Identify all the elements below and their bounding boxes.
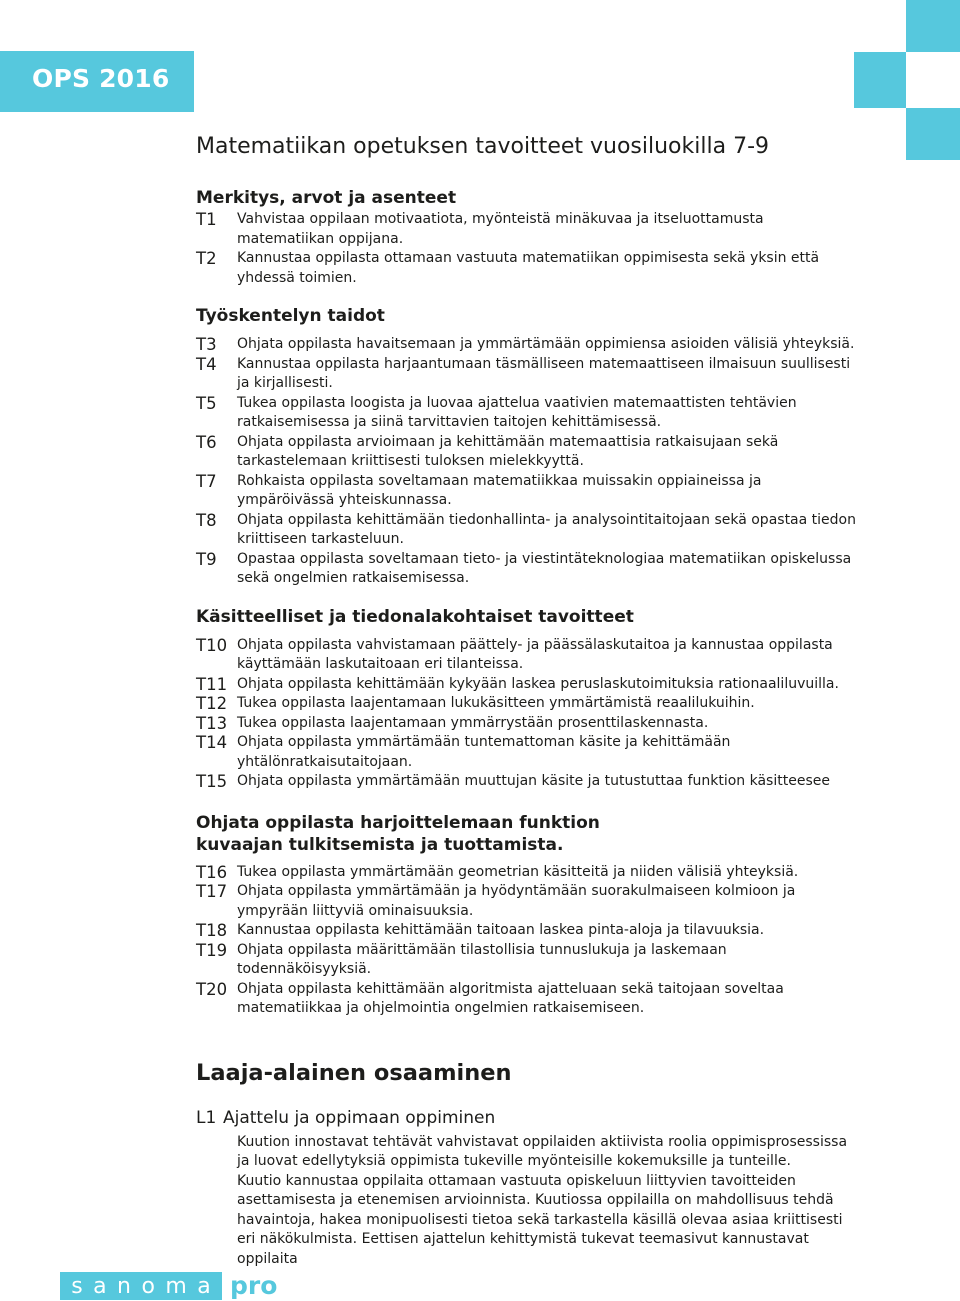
goal-text: Ohjata oppilasta kehittämään tiedonhallinta- ja analysointitaitojaan sekä opastaa tiedon kriittiseen tarkasteluun. (237, 511, 856, 547)
goal-code: T14 (196, 733, 228, 752)
section-title: Työskentelyn taidot (196, 306, 385, 326)
document-body (196, 132, 860, 1269)
goal-item (196, 882, 860, 921)
goal-text: Ohjata oppilasta havaitsemaan ja ymmärtämään oppimiensa asioiden välisiä yhteyksiä. (237, 336, 855, 352)
goal-code: T8 (196, 510, 217, 530)
goal-code: T9 (196, 549, 217, 569)
l1-heading (196, 1107, 860, 1129)
goal-item (196, 941, 860, 980)
goal-text: Rohkaista oppilasta soveltamaan matematiikkaa muissakin oppiaineissa ja ympäröivässä yhteiskunnassa. (237, 472, 762, 508)
goal-item (196, 714, 860, 734)
goal-item (196, 980, 860, 1019)
sanoma-pro-logo (60, 1272, 277, 1300)
goal-text: Kannustaa oppilasta harjaantumaan täsmälliseen matemaattiseen ilmaisuun suullisesti ja kirjallisesti. (237, 355, 851, 391)
logo-letter: o (141, 1273, 155, 1299)
goal-code: T13 (196, 713, 228, 733)
goal-code: T1 (196, 210, 217, 229)
goal-text: Tukea oppilasta laajentamaan ymmärrystään prosenttilaskennasta. (237, 714, 709, 731)
goal-item (196, 733, 860, 772)
logo-letter: a (93, 1273, 107, 1299)
goal-text: Kannustaa oppilasta kehittämään taitoaan laskea pinta-aloja ja tilavuuksia. (237, 922, 765, 938)
broad-title: Laaja-alainen osaaminen (196, 1059, 512, 1086)
section-conceptual (196, 607, 860, 792)
section-title: Ohjata oppilasta harjoittelemaan funktion kuvaajan tulkitsemista ja tuottamista. (196, 812, 600, 855)
goal-text: Tukea oppilasta ymmärtämään geometrian käsitteitä ja niiden välisiä yhteyksiä. (237, 863, 799, 880)
goal-item (196, 636, 860, 675)
goal-code: T3 (196, 335, 217, 354)
goal-code: T19 (196, 940, 228, 960)
goal-item (196, 511, 860, 550)
goal-item (196, 550, 860, 589)
logo-letter: n (117, 1273, 131, 1299)
section-title: Käsitteelliset ja tiedonalakohtaiset tavoitteet (196, 606, 634, 627)
goal-code: T20 (196, 979, 228, 999)
banner-title: OPS 2016 (32, 64, 170, 93)
goal-code: T5 (196, 393, 217, 413)
goal-item (196, 433, 860, 472)
goal-text: Ohjata oppilasta kehittämään kykyään laskea peruslaskutoimituksia rationaaliluvuilla. (237, 675, 839, 692)
logo-suffix: pro (230, 1271, 278, 1300)
goal-code: T7 (196, 471, 217, 491)
goal-item (196, 355, 860, 394)
goal-item (196, 772, 860, 792)
l1-code: L1 (196, 1107, 217, 1128)
goal-item (196, 694, 860, 714)
goal-text: Ohjata oppilasta vahvistamaan päättely- ja päässälaskutaitoa ja kannustaa oppilasta käyttämään laskutaitoaan eri tilanteissa. (237, 636, 833, 672)
goal-code: T2 (196, 249, 217, 268)
goal-code: T4 (196, 354, 217, 374)
goal-code: T18 (196, 921, 228, 940)
goal-text: Ohjata oppilasta arvioimaan ja kehittämään matemaattisia ratkaisujaan sekä tarkastelemaan kriittisesti tuloksen mielekkyyttä. (237, 433, 779, 469)
goal-text: Ohjata oppilasta ymmärtämään muuttujan käsite ja tutustuttaa funktion käsitteesee (237, 773, 830, 789)
goal-code: T11 (196, 674, 228, 694)
logo-letter: m (165, 1273, 187, 1299)
section-values (196, 188, 860, 288)
goal-code: T12 (196, 694, 228, 713)
goal-text: Kannustaa oppilasta ottamaan vastuuta matematiikan oppimisesta sekä yksin että yhdessä toimien. (237, 250, 820, 286)
goal-code: T16 (196, 862, 228, 882)
paragraph: Kuutio kannustaa oppilaita ottamaan vastuuta opiskeluun liittyvien tavoitteiden asettamisesta ja etenemisen arvioinnista. Kuutiossa oppilailla on mahdollisuus tehdä havaintoja, hakea monipuolisesti tietoa sekä tarkastella käsillä olevaa asiaa kriittisesti eri näkökulmista. Eettisen ajattelun kehittymistä tukevat teemasivut kannustavat oppilaita (237, 1172, 843, 1267)
l1-title: Ajattelu ja oppimaan oppiminen (223, 1107, 496, 1128)
logo-letter: s (71, 1273, 83, 1299)
goal-code: T6 (196, 432, 217, 452)
goal-text: Tukea oppilasta laajentamaan lukukäsitteen ymmärtämistä reaalilukuihin. (237, 695, 755, 711)
section-functions (196, 812, 860, 1019)
decor-square-middle (854, 52, 906, 108)
section-broad-competence (196, 1059, 860, 1270)
goal-code: T17 (196, 882, 228, 901)
goal-code: T10 (196, 635, 228, 655)
goal-item (196, 335, 860, 355)
goal-item (196, 863, 860, 883)
goal-text: Ohjata oppilasta kehittämään algoritmista ajatteluaan sekä taitojaan soveltaa matematiikkaa ja ohjelmointia ongelmien ratkaisemiseen. (237, 980, 784, 1016)
logo-letter: a (197, 1273, 211, 1299)
goal-item (196, 921, 860, 941)
goal-item (196, 210, 860, 249)
page-title: Matematiikan opetuksen tavoitteet vuosiluokilla 7-9 (196, 134, 769, 159)
goal-item (196, 249, 860, 288)
logo-box (60, 1272, 222, 1300)
goal-text: Tukea oppilasta loogista ja luovaa ajattelua vaativien matemaattisten tehtävien ratkaisemisessa ja siinä tarvittavien taitojen kehittämisessä. (237, 394, 797, 430)
paragraph: Kuution innostavat tehtävät vahvistavat oppilaiden aktiivista roolia oppimisprosessissa ja luovat edellytyksiä oppimista tukeville myönteisille kokemuksille ja tunteille. (237, 1133, 848, 1169)
section-title: Merkitys, arvot ja asenteet (196, 188, 457, 208)
section-working-skills (196, 306, 860, 589)
goal-code: T15 (196, 772, 228, 791)
goal-text: Ohjata oppilasta ymmärtämään tuntemattoman käsite ja kehittämään yhtälönratkaisutaitojaan. (237, 734, 731, 770)
goal-item (196, 472, 860, 511)
goal-item (196, 394, 860, 433)
goal-text: Ohjata oppilasta määrittämään tilastollisia tunnuslukuja ja laskemaan todennäköisyyksiä. (237, 941, 727, 977)
goal-text: Vahvistaa oppilaan motivaatiota, myönteistä minäkuvaa ja itseluottamusta matematiikan oppijana. (237, 211, 764, 247)
goal-item (196, 675, 860, 695)
decor-square-top (906, 0, 960, 52)
goal-text: Opastaa oppilasta soveltamaan tieto- ja viestintäteknologiaa matematiikan opiskelussa sekä ongelmien ratkaisemisessa. (237, 550, 852, 586)
goal-text: Ohjata oppilasta ymmärtämään ja hyödyntämään suorakulmaiseen kolmioon ja ympyrään liittyviä ominaisuuksia. (237, 883, 796, 919)
decor-square-bottom (906, 108, 960, 160)
